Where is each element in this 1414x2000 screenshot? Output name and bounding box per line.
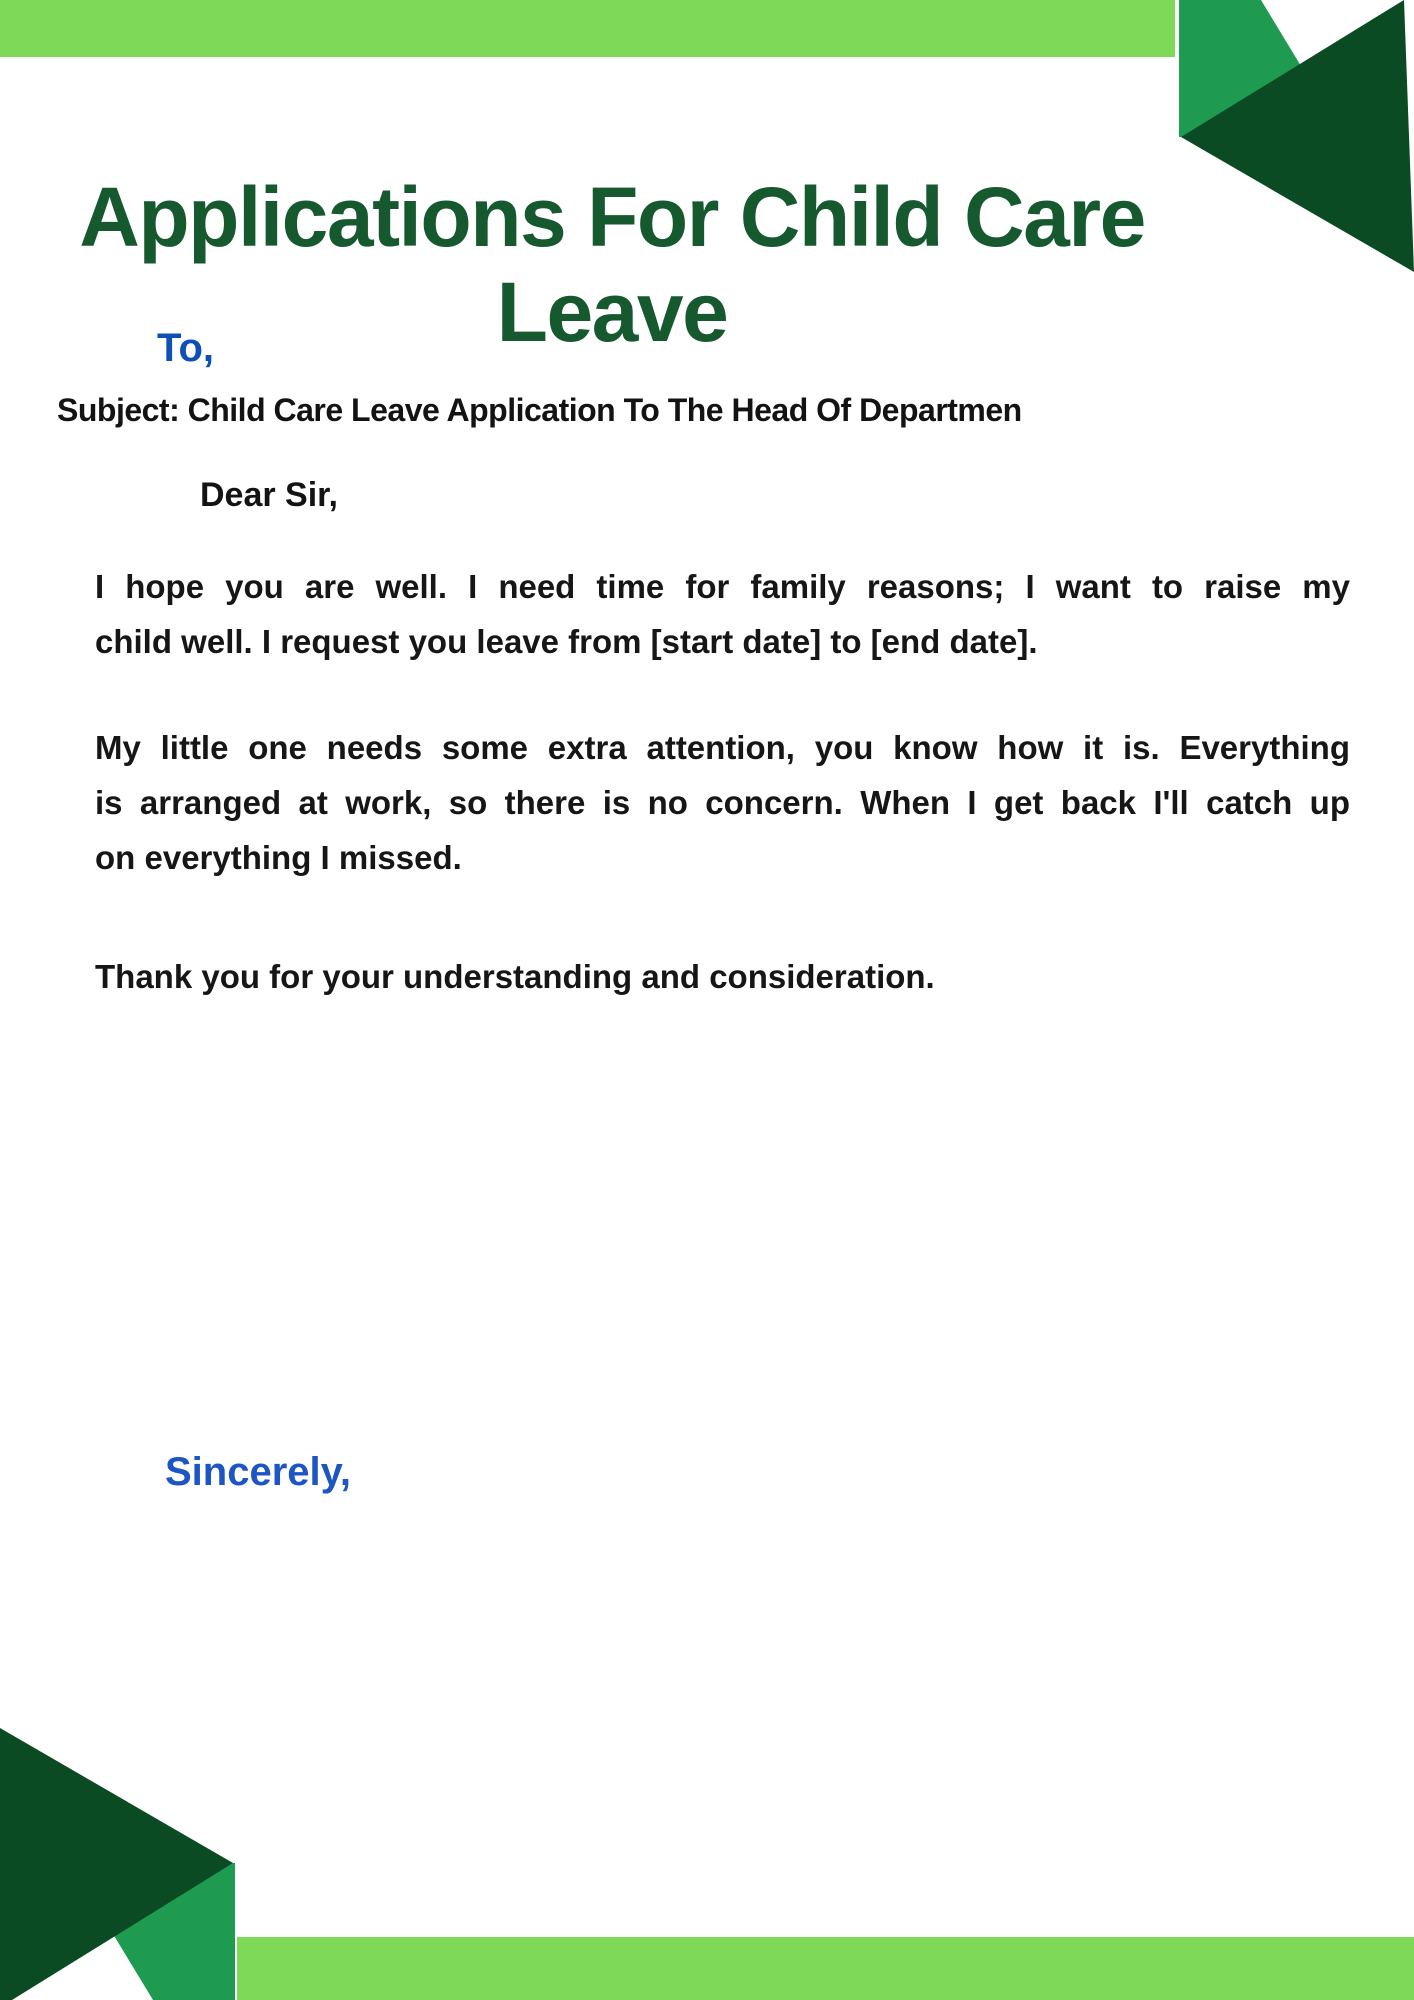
paragraph-2-line-3: on everything I missed. <box>95 839 462 876</box>
subject-line: Subject: Child Care Leave Application To The Head Of Departmen <box>57 392 1022 428</box>
closing-signoff: Sincerely, <box>165 1450 352 1494</box>
body-paragraph-2 <box>95 720 1350 885</box>
body-paragraph-1 <box>95 559 1350 669</box>
body-paragraph-3: Thank you for your understanding and consideration. <box>95 958 935 995</box>
paragraph-1-line-1: I hope you are well. I need time for family reasons; I want to raise my <box>95 568 1350 605</box>
bottom-green-bar <box>237 1937 1414 2000</box>
paragraph-1-line-2: child well. I request you leave from [start date] to [end date]. <box>95 623 1038 660</box>
paragraph-2-line-2: is arranged at work, so there is no concern. When I get back I'll catch up <box>95 784 1350 821</box>
salutation: Dear Sir, <box>200 476 338 514</box>
paragraph-2-line-1: My little one needs some extra attention, you know how it is. Everything <box>95 729 1350 766</box>
page-title-line-2: Leave <box>496 265 728 360</box>
recipient-label: To, <box>157 326 215 370</box>
top-green-bar <box>0 0 1175 57</box>
page-title-line-1: Applications For Child Care <box>79 170 1145 265</box>
